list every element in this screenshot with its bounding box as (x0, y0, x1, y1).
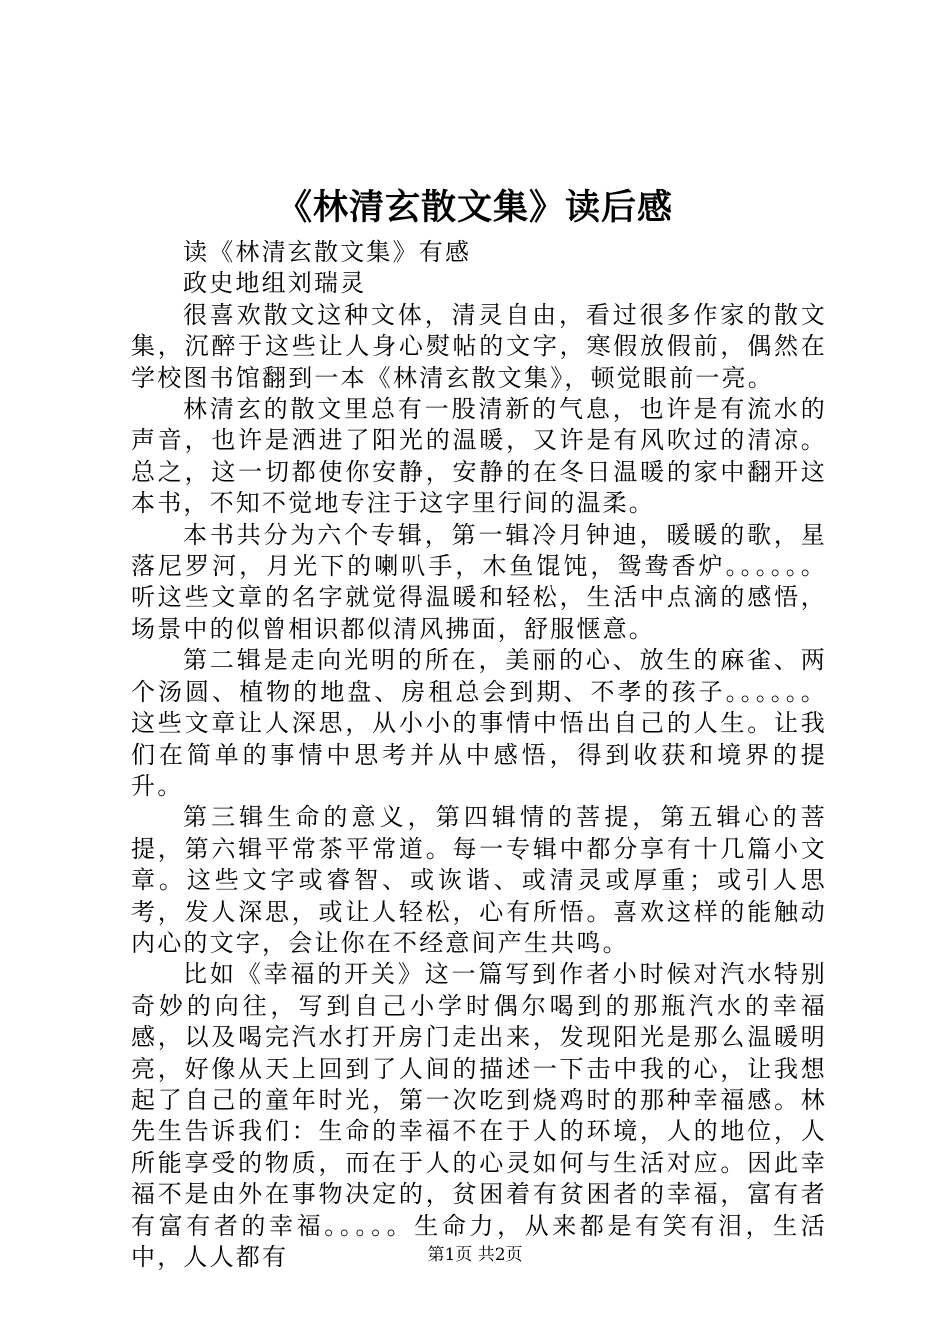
document-title: 《林清玄散文集》读后感 (276, 187, 673, 228)
body-paragraph: 很喜欢散文这种文体，清灵自由，看过很多作家的散文集，沉醉于这些让人身心熨帖的文字，寒假放假前，偶然在学校图书馆翻到一本《林清玄散文集》，顿觉眼前一亮。 (131, 300, 827, 392)
body-paragraph: 本书共分为六个专辑，第一辑冷月钟迪，暖暖的歌，星落尼罗河，月光下的喇叭手，木鱼馄饨，鸳鸯香炉。。。。。。听这些文章的名字就觉得温暖和轻松，生活中点滴的感悟，场景中的似曾相识都似清风拂面，舒服惬意。 (131, 520, 827, 643)
body-paragraph: 比如《幸福的开关》这一篇写到作者小时候对汽水特别奇妙的向往，写到自己小学时偶尔喝到的那瓶汽水的幸福感，以及喝完汽水打开房门走出来，发现阳光是那么温暖明亮，好像从天上回到了人间的描述一下击中我的心，让我想起了自己的童年时光，第一次吃到烧鸡时的那种幸福感。林先生告诉我们：生命的幸福不在于人的环境，人的地位，人所能享受的物质，而在于人的心灵如何与生活对应。因此幸福不是由外在事物决定的，贫困着有贫困者的幸福，富有者有富有者的幸福。。。。。生命力，从来都是有笑有泪，生活中，人人都有 (131, 960, 827, 1271)
body-paragraph: 林清玄的散文里总有一股清新的气息，也许是有流水的声音，也许是洒进了阳光的温暖，又许是有风吹过的清凉。总之，这一切都使你安静，安静的在冬日温暖的家中翻开这本书，不知不觉地专注于这字里行间的温柔。 (131, 395, 827, 518)
document-body (131, 237, 827, 1273)
page-footer: 第1页 共2页 (427, 1245, 523, 1265)
body-paragraph: 第二辑是走向光明的所在，美丽的心、放生的麻雀、两个汤圆、植物的地盘、房租总会到期、不孝的孩子。。。。。。这些文章让人深思，从小小的事情中悟出自己的人生。让我们在简单的事情中思考并从中感悟，得到收获和境界的提升。 (131, 646, 827, 800)
author-paragraph: 政史地组刘瑞灵 (183, 269, 367, 298)
subtitle-paragraph: 读《林清玄散文集》有感 (183, 238, 472, 266)
body-paragraph: 第三辑生命的意义，第四辑情的菩提，第五辑心的菩提，第六辑平常茶平常道。每一专辑中都分享有十几篇小文章。这些文字或睿智、或诙谐、或清灵或厚重；或引人思考，发人深思，或让人轻松，心有所悟。喜欢这样的能触动内心的文字，会让你在不经意间产生共鸣。 (131, 803, 827, 957)
